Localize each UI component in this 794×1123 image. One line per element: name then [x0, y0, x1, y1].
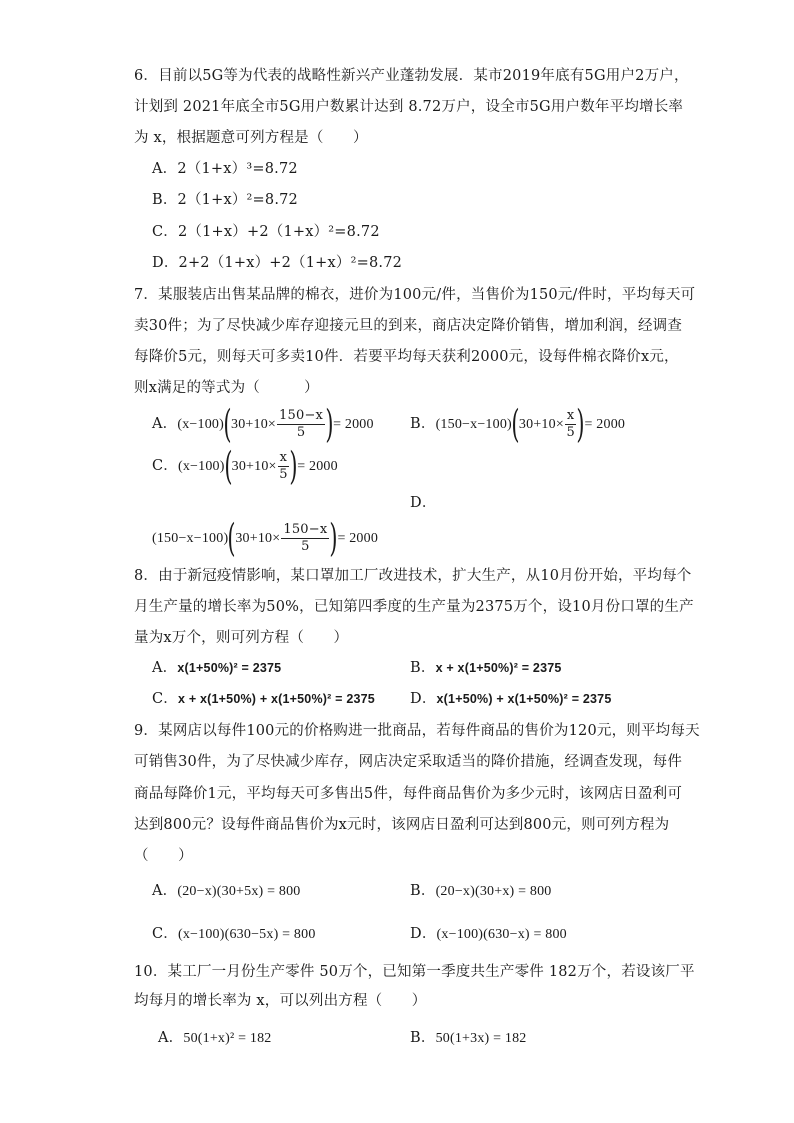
q7-b-rhs: = 2000 — [584, 417, 626, 432]
q8-option-b-label: B． — [410, 660, 436, 676]
q9-option-b — [410, 881, 552, 902]
q7-a-inner: 30+10× — [231, 417, 277, 432]
q7-b-factor: (150−x−100) — [435, 417, 512, 432]
q9-option-a-label: A． — [152, 883, 178, 899]
q10-stem-line-2: 均每月的增长率为 x，可以列出方程（ ） — [134, 993, 427, 1009]
q7-option-b: B．(150−x−100)(30+10× $\frac{x}{5}$ )= 2000 — [410, 402, 626, 446]
q9-option-d-label: D． — [410, 926, 437, 942]
q7-option-c: C．(x−100)(30+10× $\frac{x}{5}$ )= 2000 — [152, 444, 338, 488]
q10-option-a-equation: 50(1+x)² = 182 — [183, 1031, 272, 1046]
q7-c-inner: 30+10× — [231, 459, 277, 474]
q7-b-fraction: $\frac{x}{5}$ — [566, 407, 575, 440]
q9-option-d-equation: (x−100)(630−x) = 800 — [436, 927, 567, 942]
q7-option-b-label: B． — [410, 416, 436, 432]
q8-option-c — [152, 689, 375, 709]
q6-option-a: A．2（1+x）³=8.72 — [152, 161, 298, 177]
q8-stem-line-1: 8．由于新冠疫情影响，某口罩加工厂改进技术，扩大生产，从10月份开始，平均每个 — [134, 568, 692, 584]
q7-c-rhs: = 2000 — [297, 459, 338, 474]
q8-option-d — [410, 689, 612, 709]
q7-stem-line-3: 每降价5元，则每天可多卖10件．若要平均每天获利2000元，设每件棉衣降价x元， — [134, 349, 679, 365]
q9-option-b-label: B． — [410, 883, 436, 899]
q8-option-a-equation: x(1+50%)² = 2375 — [177, 661, 282, 675]
q7-option-a-label: A． — [152, 416, 178, 432]
q7-a-factor: (x−100) — [177, 417, 224, 432]
q8-option-b-equation: x + x(1+50%)² = 2375 — [435, 661, 562, 675]
q7-b-inner: 30+10× — [518, 417, 564, 432]
q9-option-d — [410, 924, 567, 945]
q6-stem-line-3: 为 x，根据题意可列方程是（ ） — [134, 130, 368, 146]
q9-option-a — [152, 881, 301, 902]
q10-option-b-equation: 50(1+3x) = 182 — [435, 1031, 527, 1046]
q7-d-rhs: = 2000 — [337, 531, 379, 546]
q9-option-c — [152, 924, 316, 945]
q8-option-d-label: D． — [410, 691, 437, 707]
q10-option-b — [410, 1028, 526, 1049]
q8-option-d-equation: x(1+50%) + x(1+50%)² = 2375 — [436, 692, 612, 706]
q8-option-a-label: A． — [152, 660, 178, 676]
q8-option-c-label: C． — [152, 691, 178, 707]
q9-stem-line-2: 可销售30件，为了尽快减少库存，网店决定采取适当的降价措施，经调查发现，每件 — [134, 754, 683, 770]
q6-stem-line-2: 计划到 2021年底全市5G用户数累计达到 8.72万户，设全市5G用户数年平均增长率 — [134, 99, 684, 115]
q6-option-d: D．2+2（1+x）+2（1+x）²=8.72 — [152, 255, 403, 271]
q9-stem-line-5: （ ） — [134, 848, 193, 864]
q7-option-d: (150−x−100)(30+10× $\frac{150-x}{5}$ )= 2000 — [152, 516, 379, 560]
q7-a-fraction: $\frac{150-x}{5}$ — [279, 407, 324, 440]
q7-stem-line-1: 7．某服装店出售某品牌的棉衣，进价为100元/件，当售价为150元/件时，平均每天可 — [134, 287, 696, 303]
q8-stem-line-3: 量为x万个，则可列方程（ ） — [134, 630, 349, 646]
q7-stem-line-4: 则x满足的等式为（ ） — [134, 380, 319, 396]
q9-option-c-equation: (x−100)(630−5x) = 800 — [178, 927, 316, 942]
q7-stem-line-2: 卖30件；为了尽快减少库存迎接元旦的到来，商店决定降价销售，增加利润，经调查 — [134, 318, 683, 334]
q9-option-b-equation: (20−x)(30+x) = 800 — [435, 884, 552, 899]
q10-stem-line-1: 10．某工厂一月份生产零件 50万个，已知第一季度共生产零件 182万个，若设该厂平 — [134, 964, 695, 980]
q8-option-b — [410, 658, 562, 678]
q9-option-a-equation: (20−x)(30+5x) = 800 — [177, 884, 301, 899]
q7-c-factor: (x−100) — [178, 459, 225, 474]
q9-stem-line-4: 达到800元？设每件商品售价为x元时，该网店日盈利可达到800元，则可列方程为 — [134, 817, 670, 833]
q7-option-d-label: D． — [410, 495, 437, 511]
q7-a-rhs: = 2000 — [333, 417, 374, 432]
q8-option-a — [152, 658, 281, 678]
q9-stem-line-3: 商品每降价1元，平均每天可多售出5件，每件商品售价为多少元时，该网店日盈利可 — [134, 786, 683, 802]
q9-stem-line-1: 9．某网店以每件100元的价格购进一批商品，若每件商品的售价为120元，则平均每天 — [134, 723, 700, 739]
q8-option-c-equation: x + x(1+50%) + x(1+50%)² = 2375 — [178, 692, 375, 706]
q10-option-a-label: A． — [158, 1030, 184, 1046]
q7-d-fraction: $\frac{150-x}{5}$ — [283, 521, 328, 554]
q9-option-c-label: C． — [152, 926, 178, 942]
q10-option-b-label: B． — [410, 1030, 436, 1046]
q7-c-fraction: $\frac{x}{5}$ — [279, 449, 288, 482]
q7-option-c-label: C． — [152, 458, 178, 474]
q8-stem-line-2: 月生产量的增长率为50%，已知第四季度的生产量为2375万个，设10月份口罩的生产 — [134, 599, 694, 615]
q6-option-c: C．2（1+x）+2（1+x）²=8.72 — [152, 224, 380, 240]
q7-d-inner: 30+10× — [235, 531, 281, 546]
q7-d-factor: (150−x−100) — [152, 531, 229, 546]
q6-option-b: B．2（1+x）²=8.72 — [152, 192, 298, 208]
q6-stem-line-1: 6．目前以5G等为代表的战略性新兴产业蓬勃发展．某市2019年底有5G用户2万户， — [134, 68, 689, 84]
q7-option-a: A．(x−100)(30+10× $\frac{150-x}{5}$ )= 2000 — [152, 402, 374, 446]
q10-option-a — [158, 1028, 272, 1049]
